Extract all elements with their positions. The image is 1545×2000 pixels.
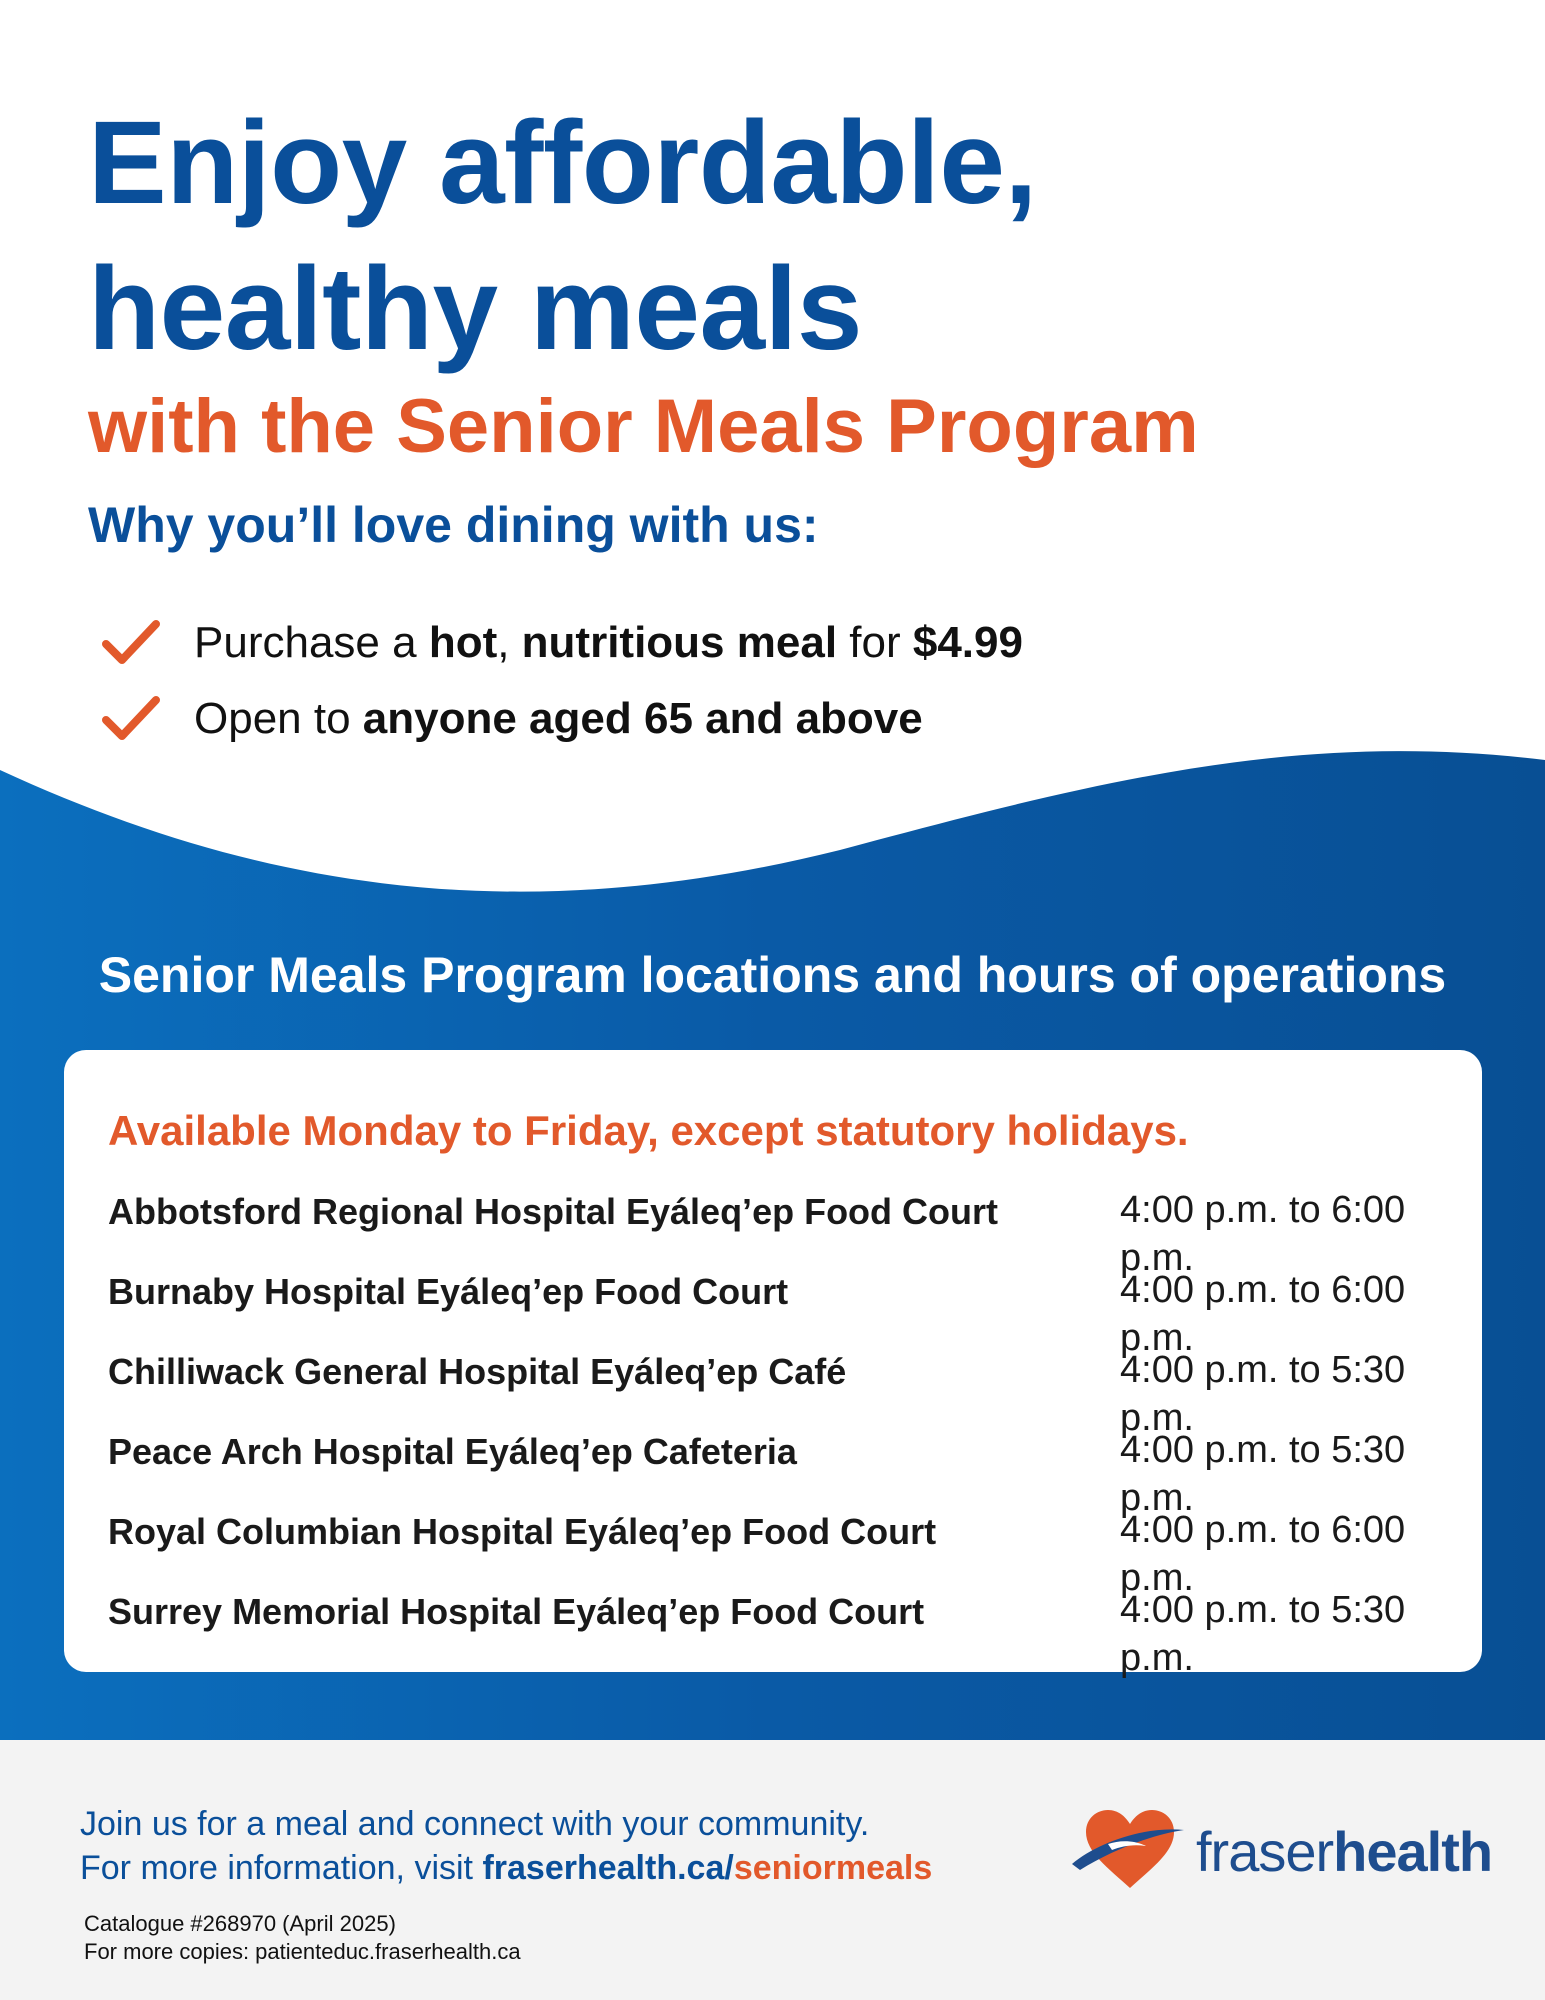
footer-info xyxy=(80,1802,932,1890)
headline-line-2: healthy meals xyxy=(88,243,862,375)
copies-info: For more copies: patienteduc.fraserhealth.ca xyxy=(84,1939,521,1964)
location-row xyxy=(108,1428,1468,1519)
fraser-health-logo xyxy=(1068,1804,1493,1894)
logo-wordmark: fraserhealth xyxy=(1196,1820,1493,1883)
location-hours: 4:00 p.m. to 5:30 p.m. xyxy=(1120,1429,1406,1519)
location-name: Burnaby Hospital Eyáleq’ep Food Court xyxy=(108,1271,789,1312)
location-name: Peace Arch Hospital Eyáleq’ep Cafeteria xyxy=(108,1431,797,1472)
checkmark-icon xyxy=(100,692,162,746)
subheadline: with the Senior Meals Program xyxy=(88,384,1199,469)
location-row xyxy=(108,1348,1468,1439)
footer xyxy=(0,1740,1545,2000)
benefit-text: Purchase a hot, nutritious meal for $4.99 xyxy=(194,618,1023,667)
location-hours: 4:00 p.m. to 6:00 p.m. xyxy=(1120,1189,1406,1279)
availability-note: Available Monday to Friday, except statutory holidays. xyxy=(108,1107,1189,1154)
headline-line-1: Enjoy affordable, xyxy=(88,97,1037,229)
location-name: Abbotsford Regional Hospital Eyáleq’ep Food Court xyxy=(108,1191,999,1232)
location-row xyxy=(108,1268,1468,1359)
location-hours: 4:00 p.m. to 6:00 p.m. xyxy=(1120,1269,1406,1359)
locations-list xyxy=(108,1188,1468,1679)
info-line: For more information, visit fraserhealth.ca/seniormeals xyxy=(80,1849,933,1887)
location-row xyxy=(108,1188,1468,1279)
locations-card xyxy=(64,1050,1482,1679)
location-name: Surrey Memorial Hospital Eyáleq’ep Food Court xyxy=(108,1591,925,1632)
fraser-health-heart-logo-icon xyxy=(1068,1804,1188,1894)
catalogue-info xyxy=(84,1910,521,1966)
catalogue-number: Catalogue #268970 (April 2025) xyxy=(84,1911,396,1936)
location-name: Chilliwack General Hospital Eyáleq’ep Café xyxy=(108,1351,847,1392)
benefit-text: Open to anyone aged 65 and above xyxy=(194,694,923,743)
website-link[interactable]: fraserhealth.ca/seniormeals xyxy=(482,1849,933,1887)
benefit-item-price xyxy=(100,605,1023,681)
location-hours: 4:00 p.m. to 5:30 p.m. xyxy=(1120,1589,1406,1679)
locations-title: Senior Meals Program locations and hours of operations xyxy=(98,947,1447,1003)
join-line: Join us for a meal and connect with your community. xyxy=(80,1805,870,1843)
location-hours: 4:00 p.m. to 6:00 p.m. xyxy=(1120,1509,1406,1599)
why-heading: Why you’ll love dining with us: xyxy=(88,497,819,553)
location-row xyxy=(108,1508,1468,1599)
benefits-list xyxy=(100,605,1023,757)
headline xyxy=(88,90,1037,382)
location-row xyxy=(108,1588,1468,1679)
checkmark-icon xyxy=(100,616,162,670)
location-name: Royal Columbian Hospital Eyáleq’ep Food Court xyxy=(108,1511,937,1552)
location-hours: 4:00 p.m. to 5:30 p.m. xyxy=(1120,1349,1406,1439)
